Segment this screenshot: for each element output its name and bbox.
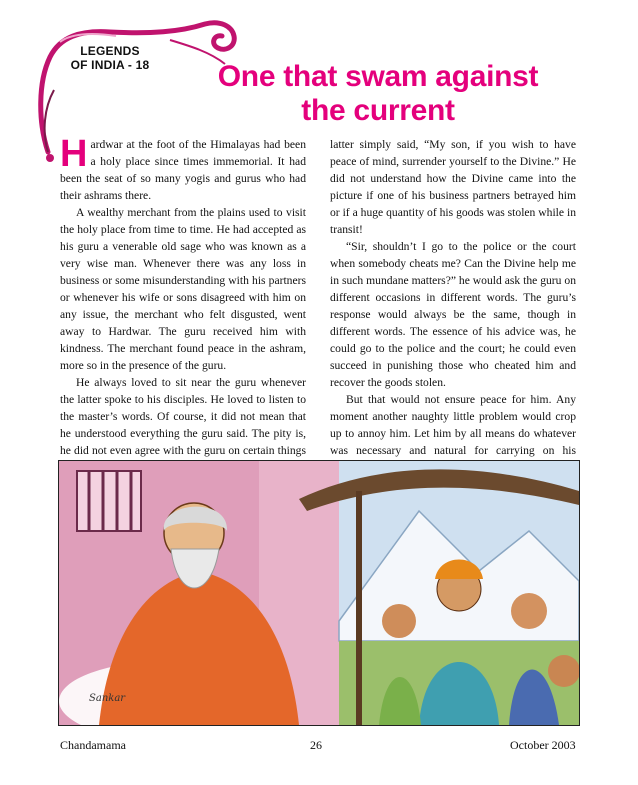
title-line-1: One that swam against [217,60,539,93]
footer-issue: October 2003 [510,738,576,752]
left-paragraph-1 [60,133,306,204]
illustration-art [59,461,579,725]
right-paragraph-2: “Sir, shouldn’t I go to the police or the court when somebody cheats me? Can the Divine help me in such mundane matters?” he would ask the guru on different occasions in different words. The guru’s response would always be the same, though in different words. The essence of his advice was, he could go to the police and the court; he could even succeed in punishing those who cheated him and recover the goods stolen. [330,240,576,389]
footer-page-number: 26 [310,738,322,752]
story-illustration [58,460,580,726]
left-column [60,133,306,510]
series-tag [60,44,160,72]
right-paragraph-3: But that would not ensure peace for him. Any moment another naughty little problem would crop up to annoy him. Let him by all means do whatever was necessary and natural for carrying on his [330,393,576,457]
left-paragraph-3: He always loved to sit near the guru whenever the latter spoke to his disciples. He loved to listen to the master’s words. Of course, it did not mean that he understood everything the guru said. The pity is, he did not even agree with the guru on certain things [60,376,306,457]
drop-cap: H [60,133,88,175]
footer-magazine: Chandamama [60,738,126,752]
article-title [198,60,558,128]
artist-signature: Sankar [89,693,126,704]
right-paragraph-1: latter simply said, “My son, if you wish to have peace of mind, surrender yourself to the Divine.” He did not understand how the Divine came into the picture if one of his business partners betrayed him or if a huge quantity of his goods was stolen while in transit! [330,138,576,236]
series-line-1: LEGENDS [80,44,140,58]
left-paragraph-1-text: ardwar at the foot of the Himalayas had been a holy place since times immemorial. It had been the seat of so many yogis and gurus who had their ashrams there. [60,138,306,202]
title-line-2: the current [301,94,455,127]
left-paragraph-2: A wealthy merchant from the plains used to visit the holy place from time to time. He had accepted as his guru a venerable old sage who was known as a very wise man. Whenever there was any loss in business or some misunderstanding with his partners or whenever his wife or sons disagreed with him on any issue, the merchant who felt disgusted, went away to Hardwar. The guru received him with kindness. The merchant found peace in the ashram, more so in the presence of the guru. [60,206,306,372]
series-line-2: OF INDIA - 18 [70,58,150,72]
